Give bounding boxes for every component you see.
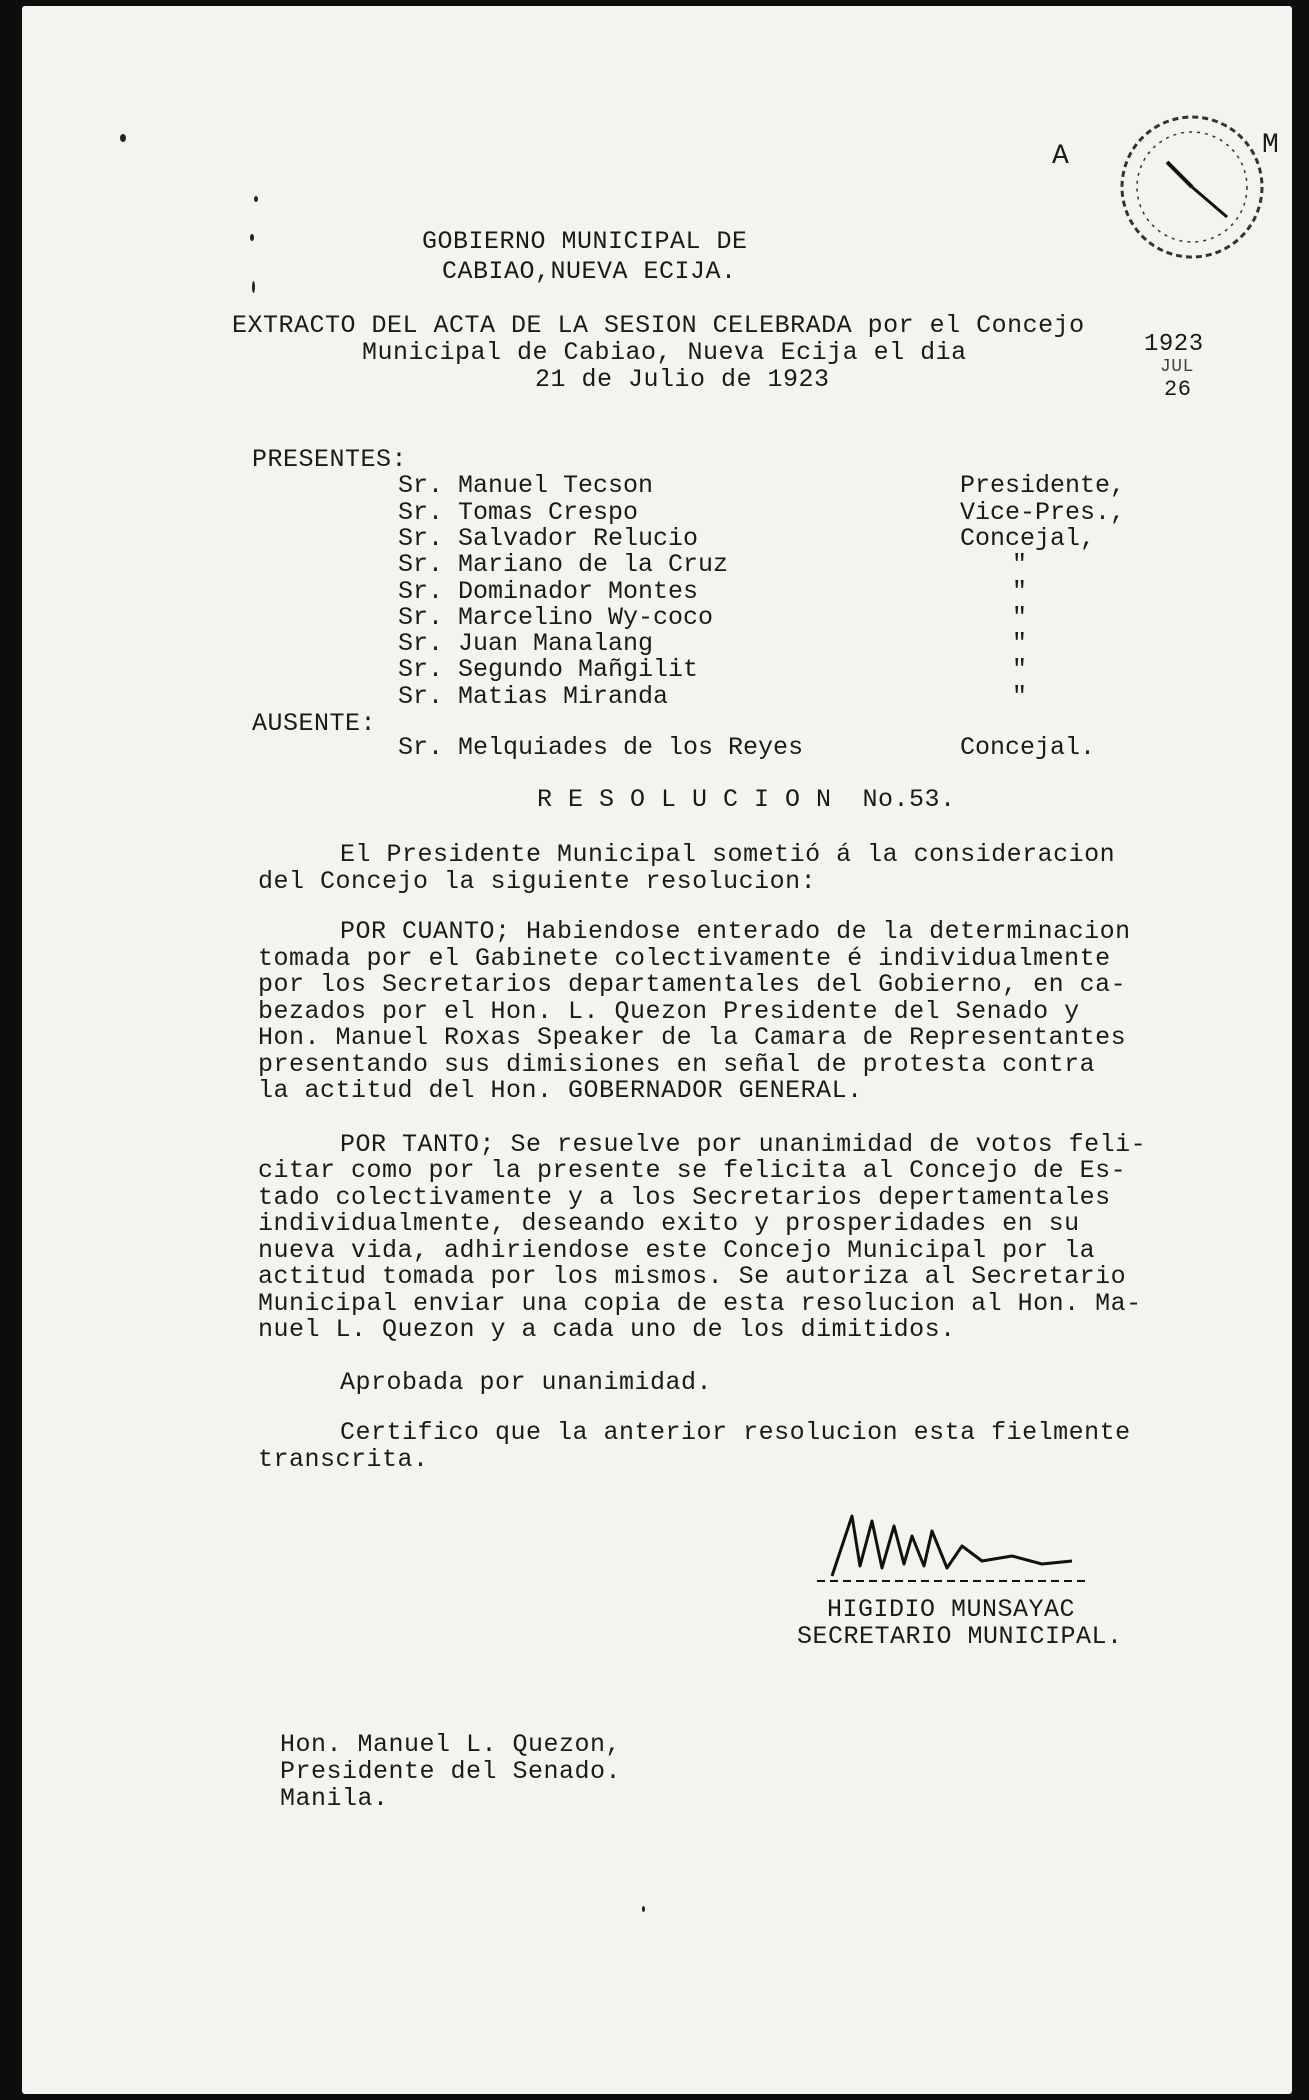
received-stamp-icon <box>1107 102 1280 272</box>
intro-line-2: del Concejo la siguiente resolucion: <box>258 867 817 896</box>
member-name: Sr. Mariano de la Cruz <box>398 550 729 579</box>
member-row <box>22 655 1292 682</box>
por-tanto-line: individualmente, deseando exito y prosperidades en su <box>258 1209 1080 1238</box>
stamp-month: JUL <box>1160 357 1194 377</box>
member-row <box>22 498 1292 525</box>
por-tanto-line: tado colectivamente y a los Secretarios depertamentales <box>258 1183 1111 1212</box>
stamp-letter-right: M <box>1262 130 1280 161</box>
por-tanto-line: citar como por la presente se felicita al Concejo de Es- <box>258 1156 1127 1185</box>
addressee-line-2: Presidente del Senado. <box>280 1757 622 1786</box>
member-row <box>22 550 1292 577</box>
por-cuanto-line: la actitud del Hon. GOBERNADOR GENERAL. <box>258 1076 863 1105</box>
member-role-ditto: " <box>1012 682 1028 711</box>
member-row <box>22 524 1292 551</box>
certify-line-1: Certifico que la anterior resolucion esta fielmente <box>340 1418 1131 1447</box>
header-line-1: GOBIERNO MUNICIPAL DE <box>422 227 748 256</box>
member-role-ditto: " <box>1012 603 1028 632</box>
member-role-ditto: " <box>1012 655 1028 684</box>
certify-line-2: transcrita. <box>258 1445 429 1474</box>
absent-role: Concejal. <box>960 733 1096 762</box>
por-cuanto-line: Hon. Manuel Roxas Speaker de la Camara de Representantes <box>258 1023 1127 1052</box>
stamp-year: 1923 <box>1144 331 1204 358</box>
member-row <box>22 629 1292 656</box>
por-cuanto-line: presentando sus dimisiones en señal de protesta contra <box>258 1050 1096 1079</box>
por-cuanto-line: tomada por el Gabinete colectivamente é individualmente <box>258 944 1111 973</box>
extract-line-1: EXTRACTO DEL ACTA DE LA SESION CELEBRADA por el Concejo <box>232 311 1085 340</box>
stamp-letter-left: A <box>1052 141 1070 172</box>
present-label: PRESENTES: <box>252 445 408 474</box>
member-row <box>22 682 1292 709</box>
member-name: Sr. Tomas Crespo <box>398 498 639 527</box>
member-name: Sr. Juan Manalang <box>398 629 654 658</box>
por-cuanto-line: POR CUANTO; Habiendose enterado de la determinacion <box>340 917 1131 946</box>
extract-line-2: Municipal de Cabiao, Nueva Ecija el dia <box>362 338 967 367</box>
scan-speck <box>250 234 254 241</box>
por-tanto-line: actitud tomada por los mismos. Se autoriza al Secretario <box>258 1262 1127 1291</box>
member-name: Sr. Dominador Montes <box>398 577 699 606</box>
member-row <box>22 471 1292 498</box>
por-tanto-line: Municipal enviar una copia de esta resolucion al Hon. Ma- <box>258 1289 1142 1318</box>
scan-speck <box>252 281 255 293</box>
scan-speck <box>120 134 126 142</box>
member-name: Sr. Marcelino Wy-coco <box>398 603 714 632</box>
signer-title: SECRETARIO MUNICIPAL. <box>797 1622 1123 1651</box>
member-role-ditto: " <box>1012 629 1028 658</box>
absent-name: Sr. Melquiades de los Reyes <box>398 733 804 762</box>
member-role: Concejal, <box>960 524 1096 553</box>
member-row <box>22 603 1292 630</box>
member-role-ditto: " <box>1012 550 1028 579</box>
signer-name: HIGIDIO MUNSAYAC <box>827 1595 1076 1624</box>
por-tanto-line: POR TANTO; Se resuelve por unanimidad de votos feli- <box>340 1130 1147 1159</box>
absent-row <box>22 733 1292 760</box>
addressee-line-1: Hon. Manuel L. Quezon, <box>280 1730 622 1759</box>
member-role: Presidente, <box>960 471 1126 500</box>
handwritten-signature-icon <box>812 1506 1092 1586</box>
document-sheet <box>22 6 1292 2094</box>
header-line-2: CABIAO,NUEVA ECIJA. <box>442 257 737 286</box>
intro-line-1: El Presidente Municipal sometió á la consideracion <box>340 840 1116 869</box>
member-name: Sr. Manuel Tecson <box>398 471 654 500</box>
addressee-line-3: Manila. <box>280 1784 389 1813</box>
absent-label: AUSENTE: <box>252 709 377 738</box>
extract-line-3: 21 de Julio de 1923 <box>535 365 830 394</box>
member-row <box>22 577 1292 604</box>
por-cuanto-line: por los Secretarios departamentales del Gobierno, en ca- <box>258 970 1127 999</box>
member-role: Vice-Pres., <box>960 498 1126 527</box>
member-name: Sr. Segundo Mañgilit <box>398 655 699 684</box>
approved-line: Aprobada por unanimidad. <box>340 1368 713 1397</box>
member-name: Sr. Salvador Relucio <box>398 524 699 553</box>
por-tanto-line: nueva vida, adhiriendose este Concejo Municipal por la <box>258 1236 1096 1265</box>
por-tanto-line: nuel L. Quezon y a cada uno de los dimitidos. <box>258 1315 956 1344</box>
member-role-ditto: " <box>1012 577 1028 606</box>
por-cuanto-line: bezados por el Hon. L. Quezon Presidente del Senado y <box>258 997 1080 1026</box>
stamp-day: 26 <box>1164 377 1192 402</box>
resolution-title: R E S O L U C I O N No.53. <box>537 785 956 814</box>
scan-speck <box>254 196 258 202</box>
scan-speck <box>642 1906 645 1912</box>
member-name: Sr. Matias Miranda <box>398 682 669 711</box>
